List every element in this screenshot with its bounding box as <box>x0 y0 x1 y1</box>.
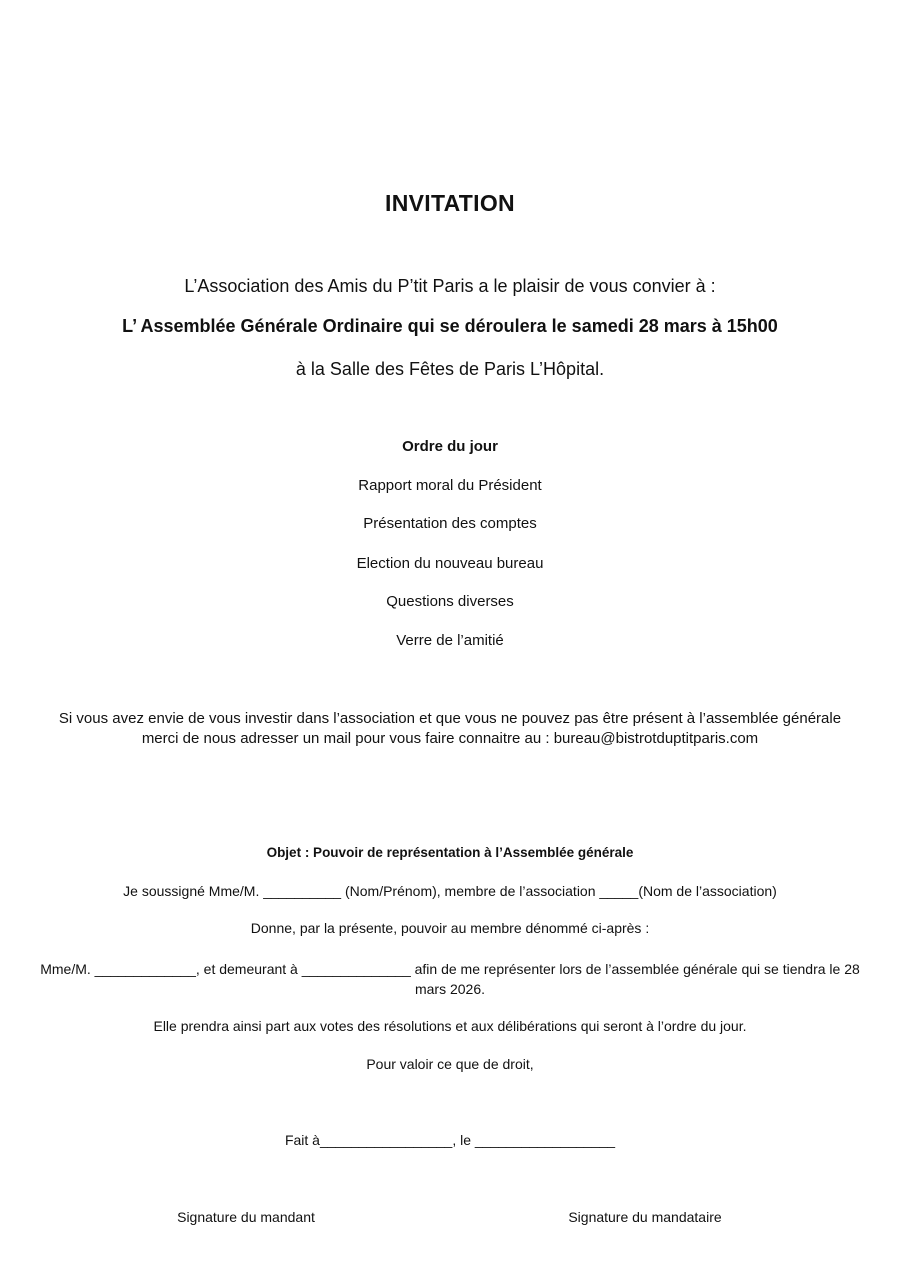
invitation-title: INVITATION <box>385 190 515 216</box>
intro-line-association: L’Association des Amis du P’tit Paris a le plaisir de vous convier à : <box>184 276 716 296</box>
proxy-grants: Donne, par la présente, pouvoir au membre dénommé ci-après : <box>250 920 650 936</box>
proxy-votes: Elle prendra ainsi part aux votes des résolutions et aux délibérations qui seront à l’ordre du jour. <box>153 1018 747 1034</box>
signature-mandataire-label: Signature du mandataire <box>568 1209 722 1225</box>
agenda-item: Présentation des comptes <box>363 515 537 532</box>
intro-line-venue: à la Salle des Fêtes de Paris L’Hôpital. <box>295 359 605 379</box>
agenda-item: Verre de l’amitié <box>396 632 504 649</box>
proxy-closing: Pour valoir ce que de droit, <box>366 1056 534 1072</box>
agenda-item: Election du nouveau bureau <box>356 555 544 572</box>
proxy-mandatary: Mme/M. _____________, et demeurant à ______________ afin de me représenter lors de l’assemblée générale qui se tiendra le 28 mars 2026. <box>40 961 860 997</box>
proxy-place-date: Fait à_________________, le __________________ <box>284 1132 616 1148</box>
agenda-item: Rapport moral du Président <box>358 477 542 494</box>
agenda-heading: Ordre du jour <box>402 438 498 455</box>
proxy-undersigned: Je soussigné Mme/M. __________ (Nom/Prénom), membre de l’association _____(Nom de l’association) <box>123 883 777 899</box>
agenda-item: Questions diverses <box>386 593 514 610</box>
signature-mandant-label: Signature du mandant <box>177 1209 315 1225</box>
intro-line-assembly: L’ Assemblée Générale Ordinaire qui se déroulera le samedi 28 mars à 15h00 <box>122 316 778 336</box>
invest-paragraph: Si vous avez envie de vous investir dans l’association et que vous ne pouvez pas être présent à l’assemblée générale merci de nous adresser un mail pour vous faire connaitre au : bureau@bistrotduptitparis.com <box>58 710 842 747</box>
proxy-object: Objet : Pouvoir de représentation à l’Assemblée générale <box>266 845 634 860</box>
